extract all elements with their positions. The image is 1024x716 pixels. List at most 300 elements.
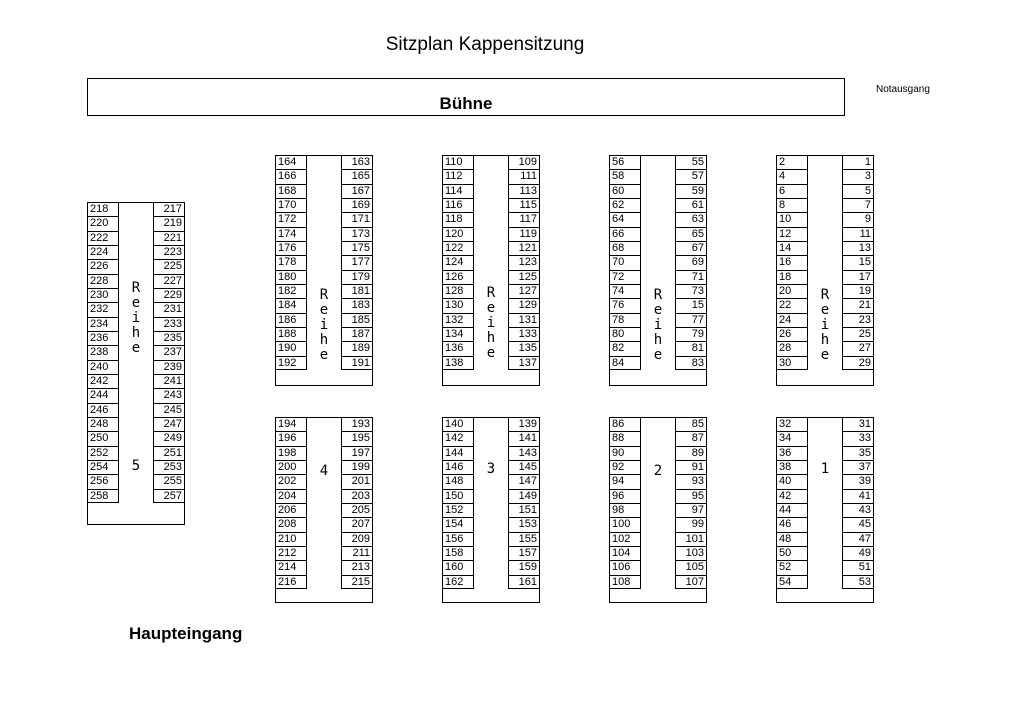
- seat[interactable]: 92: [610, 460, 640, 474]
- seat[interactable]: 195: [342, 431, 372, 445]
- seat[interactable]: 136: [443, 341, 473, 355]
- seat[interactable]: 133: [509, 327, 539, 341]
- row-number: 4: [319, 463, 329, 479]
- seat-column-left: [776, 155, 808, 370]
- seat[interactable]: 97: [676, 503, 706, 517]
- seat[interactable]: 51: [843, 560, 873, 574]
- row-word: R e i h e: [319, 287, 329, 363]
- seat[interactable]: 119: [509, 227, 539, 241]
- seat[interactable]: 224: [88, 245, 118, 259]
- seat[interactable]: 93: [676, 474, 706, 488]
- seat[interactable]: 157: [509, 546, 539, 560]
- seat[interactable]: 226: [88, 259, 118, 273]
- seat[interactable]: 122: [443, 241, 473, 255]
- seat[interactable]: 147: [509, 474, 539, 488]
- seat[interactable]: 60: [610, 184, 640, 198]
- seat-block-row-2-front: [609, 155, 707, 386]
- seat[interactable]: 170: [276, 198, 306, 212]
- seat[interactable]: 196: [276, 431, 306, 445]
- stage-label: Bühne: [439, 94, 493, 113]
- seat[interactable]: 110: [443, 155, 473, 169]
- seat[interactable]: 252: [88, 446, 118, 460]
- seat[interactable]: 39: [843, 474, 873, 488]
- seat[interactable]: 91: [676, 460, 706, 474]
- seat[interactable]: 100: [610, 517, 640, 531]
- seat[interactable]: 107: [676, 575, 706, 589]
- seat[interactable]: 150: [443, 489, 473, 503]
- seat[interactable]: 253: [154, 460, 184, 474]
- seat[interactable]: 95: [676, 489, 706, 503]
- seat[interactable]: 115: [509, 198, 539, 212]
- seat[interactable]: 200: [276, 460, 306, 474]
- seat[interactable]: 208: [276, 517, 306, 531]
- seat[interactable]: 54: [777, 575, 807, 589]
- seat[interactable]: 218: [88, 202, 118, 216]
- seat-column-right: [842, 155, 874, 370]
- seat[interactable]: 96: [610, 489, 640, 503]
- seat[interactable]: 228: [88, 274, 118, 288]
- seat-block-row-3-back: [442, 417, 540, 603]
- seat[interactable]: 17: [843, 270, 873, 284]
- seat[interactable]: 237: [154, 345, 184, 359]
- seat[interactable]: 12: [777, 227, 807, 241]
- seat[interactable]: 209: [342, 532, 372, 546]
- seat[interactable]: 129: [509, 298, 539, 312]
- seat[interactable]: 5: [843, 184, 873, 198]
- seat[interactable]: 108: [610, 575, 640, 589]
- page-title: Sitzplan Kappensitzung: [385, 34, 585, 55]
- seat[interactable]: 221: [154, 231, 184, 245]
- seat[interactable]: 191: [342, 356, 372, 370]
- seat[interactable]: 159: [509, 560, 539, 574]
- seat[interactable]: 225: [154, 259, 184, 273]
- seat-column-left: [275, 417, 307, 589]
- seat[interactable]: 34: [777, 431, 807, 445]
- seat[interactable]: 217: [154, 202, 184, 216]
- row-number: 5: [131, 458, 141, 474]
- seat[interactable]: 86: [610, 417, 640, 431]
- seat[interactable]: 167: [342, 184, 372, 198]
- seat[interactable]: 148: [443, 474, 473, 488]
- seat[interactable]: 258: [88, 489, 118, 503]
- seat[interactable]: 198: [276, 446, 306, 460]
- seat-column-right: [508, 155, 540, 370]
- seat[interactable]: 247: [154, 417, 184, 431]
- seat[interactable]: 243: [154, 388, 184, 402]
- seat[interactable]: 69: [676, 255, 706, 269]
- seat[interactable]: 103: [676, 546, 706, 560]
- seat[interactable]: 41: [843, 489, 873, 503]
- seat[interactable]: 192: [276, 356, 306, 370]
- seat[interactable]: 173: [342, 227, 372, 241]
- seat-block-row-3-front: [442, 155, 540, 386]
- seat[interactable]: 40: [777, 474, 807, 488]
- seat[interactable]: 14: [777, 241, 807, 255]
- seat[interactable]: 38: [777, 460, 807, 474]
- seat[interactable]: 130: [443, 298, 473, 312]
- seat[interactable]: 7: [843, 198, 873, 212]
- seat[interactable]: 163: [342, 155, 372, 169]
- seat[interactable]: 22: [777, 298, 807, 312]
- seat[interactable]: 229: [154, 288, 184, 302]
- seat[interactable]: 213: [342, 560, 372, 574]
- seat[interactable]: 134: [443, 327, 473, 341]
- main-entrance-label: Haupteingang: [129, 624, 243, 643]
- seat[interactable]: 227: [154, 274, 184, 288]
- seat[interactable]: 43: [843, 503, 873, 517]
- seat[interactable]: 158: [443, 546, 473, 560]
- seat[interactable]: 9: [843, 212, 873, 226]
- seat[interactable]: 164: [276, 155, 306, 169]
- seat[interactable]: 105: [676, 560, 706, 574]
- seat[interactable]: 246: [88, 403, 118, 417]
- seat[interactable]: 62: [610, 198, 640, 212]
- seat[interactable]: 185: [342, 313, 372, 327]
- seat[interactable]: 45: [843, 517, 873, 531]
- seat[interactable]: 215: [342, 575, 372, 589]
- seat[interactable]: 121: [509, 241, 539, 255]
- seat[interactable]: 231: [154, 302, 184, 316]
- seat[interactable]: 123: [509, 255, 539, 269]
- seat[interactable]: 204: [276, 489, 306, 503]
- seat[interactable]: 169: [342, 198, 372, 212]
- seat[interactable]: 171: [342, 212, 372, 226]
- seat[interactable]: 145: [509, 460, 539, 474]
- seat[interactable]: 112: [443, 169, 473, 183]
- seat[interactable]: 179: [342, 270, 372, 284]
- seat[interactable]: 87: [676, 431, 706, 445]
- seat[interactable]: 50: [777, 546, 807, 560]
- seat[interactable]: 138: [443, 356, 473, 370]
- seat[interactable]: 57: [676, 169, 706, 183]
- seat-block-row-4-front: [275, 155, 373, 386]
- seat[interactable]: 127: [509, 284, 539, 298]
- seat[interactable]: 255: [154, 474, 184, 488]
- seat[interactable]: 207: [342, 517, 372, 531]
- seat[interactable]: 70: [610, 255, 640, 269]
- seat[interactable]: 106: [610, 560, 640, 574]
- seat-block-row-5: [87, 202, 185, 525]
- seat[interactable]: 230: [88, 288, 118, 302]
- seat[interactable]: 82: [610, 341, 640, 355]
- seat[interactable]: 241: [154, 374, 184, 388]
- seat[interactable]: 152: [443, 503, 473, 517]
- seat[interactable]: 242: [88, 374, 118, 388]
- seat[interactable]: 151: [509, 503, 539, 517]
- seat[interactable]: 8: [777, 198, 807, 212]
- seat[interactable]: 139: [509, 417, 539, 431]
- seat[interactable]: 11: [843, 227, 873, 241]
- seat[interactable]: 19: [843, 284, 873, 298]
- seat[interactable]: 174: [276, 227, 306, 241]
- seat[interactable]: 184: [276, 298, 306, 312]
- seat[interactable]: 238: [88, 345, 118, 359]
- seat[interactable]: 256: [88, 474, 118, 488]
- seat[interactable]: 214: [276, 560, 306, 574]
- seat[interactable]: 33: [843, 431, 873, 445]
- seat[interactable]: 223: [154, 245, 184, 259]
- seat[interactable]: 182: [276, 284, 306, 298]
- seat[interactable]: 27: [843, 341, 873, 355]
- seat-block-row-1-front: [776, 155, 874, 386]
- seat[interactable]: 72: [610, 270, 640, 284]
- row-word: R e i h e: [131, 280, 141, 356]
- seat[interactable]: 239: [154, 360, 184, 374]
- seat[interactable]: 85: [676, 417, 706, 431]
- seat[interactable]: 177: [342, 255, 372, 269]
- seat[interactable]: 30: [777, 356, 807, 370]
- seat[interactable]: 20: [777, 284, 807, 298]
- seat[interactable]: 211: [342, 546, 372, 560]
- seat[interactable]: 194: [276, 417, 306, 431]
- seat[interactable]: 143: [509, 446, 539, 460]
- seat[interactable]: 257: [154, 489, 184, 503]
- seat[interactable]: 15: [843, 255, 873, 269]
- seat[interactable]: 71: [676, 270, 706, 284]
- seat[interactable]: 113: [509, 184, 539, 198]
- seat[interactable]: 233: [154, 317, 184, 331]
- seat[interactable]: 126: [443, 270, 473, 284]
- seat[interactable]: 24: [777, 313, 807, 327]
- seat[interactable]: 183: [342, 298, 372, 312]
- seat[interactable]: 83: [676, 356, 706, 370]
- seat[interactable]: 135: [509, 341, 539, 355]
- seat[interactable]: 234: [88, 317, 118, 331]
- seat[interactable]: 236: [88, 331, 118, 345]
- seat[interactable]: 120: [443, 227, 473, 241]
- seat[interactable]: 47: [843, 532, 873, 546]
- seat[interactable]: 199: [342, 460, 372, 474]
- seat[interactable]: 154: [443, 517, 473, 531]
- seat-column-right: [508, 417, 540, 589]
- seat[interactable]: 251: [154, 446, 184, 460]
- seat[interactable]: 156: [443, 532, 473, 546]
- seat[interactable]: 21: [843, 298, 873, 312]
- seat[interactable]: 23: [843, 313, 873, 327]
- seat[interactable]: 36: [777, 446, 807, 460]
- seat-column-left: [275, 155, 307, 370]
- seat[interactable]: 210: [276, 532, 306, 546]
- seat[interactable]: 2: [777, 155, 807, 169]
- seat[interactable]: 206: [276, 503, 306, 517]
- seat[interactable]: 197: [342, 446, 372, 460]
- seat[interactable]: 42: [777, 489, 807, 503]
- seat[interactable]: 132: [443, 313, 473, 327]
- seat[interactable]: 98: [610, 503, 640, 517]
- seat[interactable]: 250: [88, 431, 118, 445]
- seat[interactable]: 128: [443, 284, 473, 298]
- seat[interactable]: 165: [342, 169, 372, 183]
- seat[interactable]: 94: [610, 474, 640, 488]
- seat[interactable]: 193: [342, 417, 372, 431]
- seat-block-row-2-back: [609, 417, 707, 603]
- seat[interactable]: 222: [88, 231, 118, 245]
- seat-column-right: [675, 417, 707, 589]
- seat[interactable]: 114: [443, 184, 473, 198]
- seat[interactable]: 26: [777, 327, 807, 341]
- seat[interactable]: 125: [509, 270, 539, 284]
- seat[interactable]: 89: [676, 446, 706, 460]
- seat[interactable]: 81: [676, 341, 706, 355]
- seat[interactable]: 58: [610, 169, 640, 183]
- emergency-exit-label: Notausgang: [876, 84, 930, 95]
- seat-column-left: [609, 417, 641, 589]
- seat[interactable]: 248: [88, 417, 118, 431]
- seat[interactable]: 3: [843, 169, 873, 183]
- seat[interactable]: 188: [276, 327, 306, 341]
- seat[interactable]: 244: [88, 388, 118, 402]
- seat[interactable]: 104: [610, 546, 640, 560]
- seat[interactable]: 249: [154, 431, 184, 445]
- seat[interactable]: 186: [276, 313, 306, 327]
- seat[interactable]: 68: [610, 241, 640, 255]
- seat[interactable]: 13: [843, 241, 873, 255]
- row-word: R e i h e: [486, 285, 496, 361]
- seat[interactable]: 202: [276, 474, 306, 488]
- seat[interactable]: 55: [676, 155, 706, 169]
- seat[interactable]: 63: [676, 212, 706, 226]
- seat[interactable]: 16: [777, 255, 807, 269]
- seat[interactable]: 84: [610, 356, 640, 370]
- seat[interactable]: 53: [843, 575, 873, 589]
- seat[interactable]: 80: [610, 327, 640, 341]
- seat[interactable]: 190: [276, 341, 306, 355]
- seat[interactable]: 124: [443, 255, 473, 269]
- seat[interactable]: 74: [610, 284, 640, 298]
- seat[interactable]: 35: [843, 446, 873, 460]
- seat[interactable]: 101: [676, 532, 706, 546]
- seat-block-row-4-back: [275, 417, 373, 603]
- seat[interactable]: 160: [443, 560, 473, 574]
- seat[interactable]: 161: [509, 575, 539, 589]
- seat[interactable]: 216: [276, 575, 306, 589]
- seat[interactable]: 6: [777, 184, 807, 198]
- seat[interactable]: 205: [342, 503, 372, 517]
- seat[interactable]: 76: [610, 298, 640, 312]
- seat-column-right: [153, 202, 185, 503]
- seat[interactable]: 149: [509, 489, 539, 503]
- seat[interactable]: 88: [610, 431, 640, 445]
- seat[interactable]: 52: [777, 560, 807, 574]
- seat[interactable]: 78: [610, 313, 640, 327]
- row-number: 3: [486, 461, 496, 477]
- seat[interactable]: 79: [676, 327, 706, 341]
- seat[interactable]: 172: [276, 212, 306, 226]
- seat[interactable]: 245: [154, 403, 184, 417]
- seat[interactable]: 111: [509, 169, 539, 183]
- seat[interactable]: 99: [676, 517, 706, 531]
- seat[interactable]: 141: [509, 431, 539, 445]
- stage: [87, 78, 845, 116]
- seat[interactable]: 118: [443, 212, 473, 226]
- seat[interactable]: 142: [443, 431, 473, 445]
- row-number: 1: [820, 461, 830, 477]
- seat[interactable]: 102: [610, 532, 640, 546]
- seat[interactable]: 178: [276, 255, 306, 269]
- seat[interactable]: 176: [276, 241, 306, 255]
- seat-column-left: [609, 155, 641, 370]
- seat-column-left: [776, 417, 808, 589]
- seat[interactable]: 180: [276, 270, 306, 284]
- seat[interactable]: 137: [509, 356, 539, 370]
- seat[interactable]: 254: [88, 460, 118, 474]
- seat[interactable]: 15: [676, 298, 706, 312]
- seat[interactable]: 28: [777, 341, 807, 355]
- seat[interactable]: 175: [342, 241, 372, 255]
- seat-column-right: [842, 417, 874, 589]
- seat[interactable]: 4: [777, 169, 807, 183]
- seat[interactable]: 90: [610, 446, 640, 460]
- seat-column-right: [675, 155, 707, 370]
- seat[interactable]: 46: [777, 517, 807, 531]
- row-number: 2: [653, 463, 663, 479]
- seat[interactable]: 18: [777, 270, 807, 284]
- seat[interactable]: 187: [342, 327, 372, 341]
- seat[interactable]: 49: [843, 546, 873, 560]
- seat[interactable]: 219: [154, 216, 184, 230]
- seat[interactable]: 168: [276, 184, 306, 198]
- seat-column-left: [442, 155, 474, 370]
- seat[interactable]: 59: [676, 184, 706, 198]
- seat[interactable]: 10: [777, 212, 807, 226]
- seat[interactable]: 162: [443, 575, 473, 589]
- seat[interactable]: 166: [276, 169, 306, 183]
- seat[interactable]: 25: [843, 327, 873, 341]
- seat[interactable]: 56: [610, 155, 640, 169]
- seat[interactable]: 73: [676, 284, 706, 298]
- seat-column-left: [87, 202, 119, 503]
- seat[interactable]: 235: [154, 331, 184, 345]
- seat[interactable]: 212: [276, 546, 306, 560]
- seat[interactable]: 109: [509, 155, 539, 169]
- seat[interactable]: 146: [443, 460, 473, 474]
- seat[interactable]: 144: [443, 446, 473, 460]
- seat[interactable]: 67: [676, 241, 706, 255]
- seat[interactable]: 65: [676, 227, 706, 241]
- seat[interactable]: 203: [342, 489, 372, 503]
- seat[interactable]: 189: [342, 341, 372, 355]
- seat[interactable]: 29: [843, 356, 873, 370]
- seat-column-right: [341, 417, 373, 589]
- seat-column-right: [341, 155, 373, 370]
- seat[interactable]: 153: [509, 517, 539, 531]
- seat[interactable]: 140: [443, 417, 473, 431]
- seat[interactable]: 116: [443, 198, 473, 212]
- row-word: R e i h e: [820, 287, 830, 363]
- seat[interactable]: 61: [676, 198, 706, 212]
- seat[interactable]: 201: [342, 474, 372, 488]
- seat[interactable]: 66: [610, 227, 640, 241]
- seat[interactable]: 220: [88, 216, 118, 230]
- seat[interactable]: 64: [610, 212, 640, 226]
- seat-block-row-1-back: [776, 417, 874, 603]
- seat[interactable]: 1: [843, 155, 873, 169]
- seat[interactable]: 31: [843, 417, 873, 431]
- seat-column-left: [442, 417, 474, 589]
- row-word: R e i h e: [653, 287, 663, 363]
- seat[interactable]: 44: [777, 503, 807, 517]
- seat[interactable]: 77: [676, 313, 706, 327]
- seat[interactable]: 181: [342, 284, 372, 298]
- seat[interactable]: 117: [509, 212, 539, 226]
- seat[interactable]: 131: [509, 313, 539, 327]
- seat[interactable]: 48: [777, 532, 807, 546]
- seat[interactable]: 232: [88, 302, 118, 316]
- seat[interactable]: 32: [777, 417, 807, 431]
- seat[interactable]: 240: [88, 360, 118, 374]
- seat[interactable]: 155: [509, 532, 539, 546]
- seat[interactable]: 37: [843, 460, 873, 474]
